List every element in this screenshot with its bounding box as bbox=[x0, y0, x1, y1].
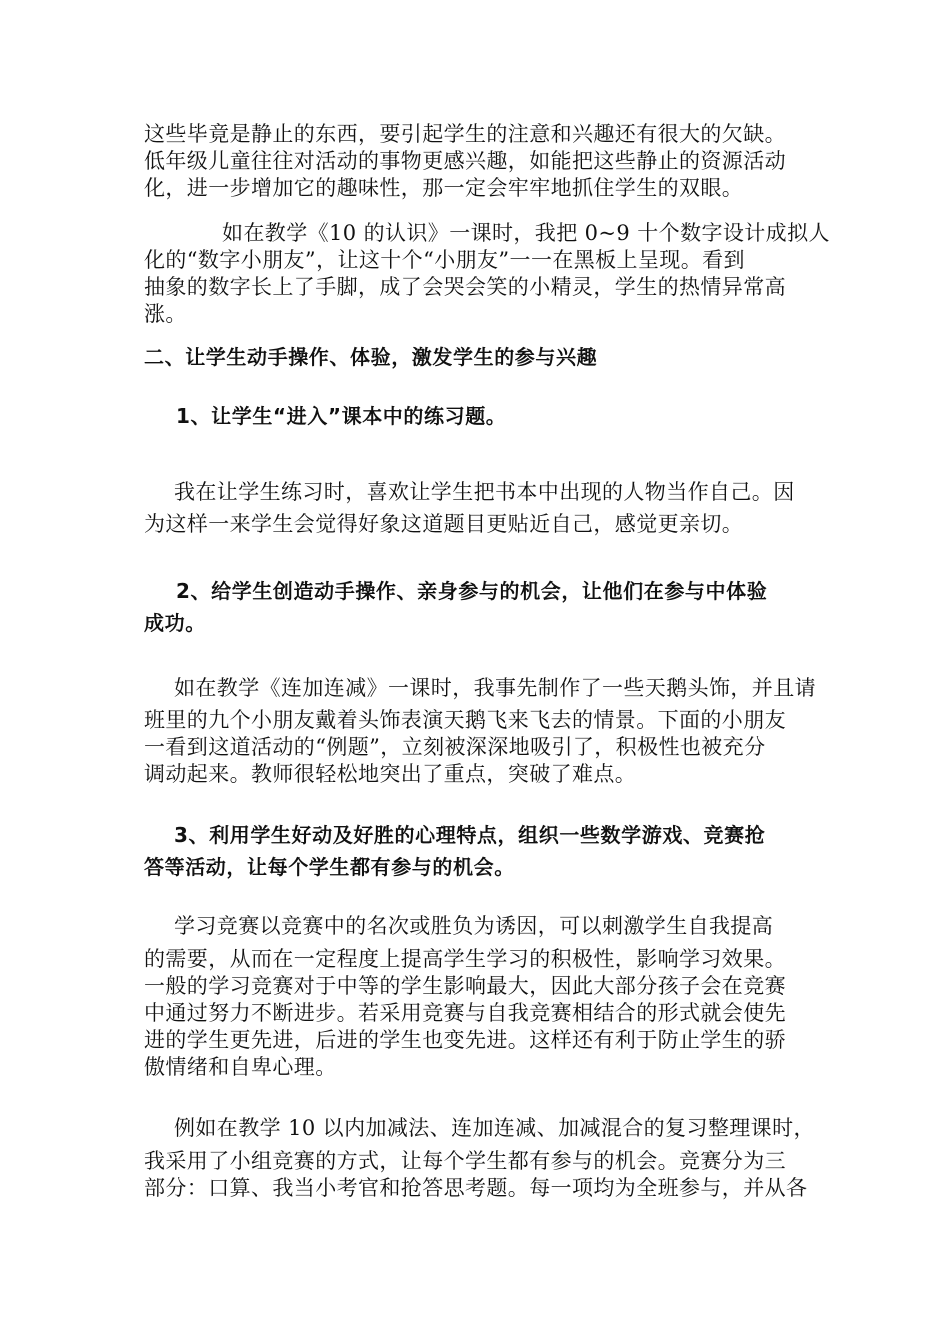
text-line: 为这样一来学生会觉得好象这道题目更贴近自己，感觉更亲切。 bbox=[144, 512, 744, 536]
paragraph-swans bbox=[144, 670, 816, 788]
text-line: 低年级儿童往往对活动的事物更感兴趣，如能把这些静止的资源活动 bbox=[144, 149, 786, 173]
subheading-2 bbox=[144, 572, 816, 637]
text-line: 抽象的数字长上了手脚，成了会哭会笑的小精灵，学生的热情异常高 bbox=[144, 275, 786, 299]
text-line: 我在让学生练习时，喜欢让学生把书本中出现的人物当作自己。因 bbox=[174, 480, 795, 504]
text-line: 例如在教学 10 以内加减法、连加连减、加减混合的复习整理课时， bbox=[174, 1116, 815, 1140]
paragraph-competition bbox=[144, 907, 816, 1081]
paragraph-example-10 bbox=[144, 220, 830, 328]
text-line: 一般的学习竞赛对于中等的学生影响最大，因此大部分孩子会在竞赛 bbox=[144, 974, 786, 998]
text-line: 这些毕竟是静止的东西，要引起学生的注意和兴趣还有很大的欠缺。 bbox=[144, 122, 786, 146]
heading-text: 1、让学生“进入”课本中的练习题。 bbox=[176, 404, 507, 428]
text-line: 班里的九个小朋友戴着头饰表演天鹅飞来飞去的情景。下面的小朋友 bbox=[144, 708, 786, 732]
heading-text: 答等活动，让每个学生都有参与的机会。 bbox=[144, 855, 515, 879]
subheading-1 bbox=[144, 403, 816, 430]
paragraph-review-lesson bbox=[144, 1109, 816, 1202]
paragraph-intro bbox=[144, 121, 816, 202]
heading-text: 成功。 bbox=[144, 611, 206, 635]
text-line: 傲情绪和自卑心理。 bbox=[144, 1055, 337, 1079]
text-line: 进的学生更先进，后进的学生也变先进。这样还有利于防止学生的骄 bbox=[144, 1028, 786, 1052]
text-line: 化，进一步增加它的趣味性，那一定会牢牢地抓住学生的双眼。 bbox=[144, 176, 744, 200]
text-line: 如在教学《10 的认识》一课时，我把 0~9 十个数字设计成拟人 bbox=[222, 221, 830, 245]
text-line: 我采用了小组竞赛的方式，让每个学生都有参与的机会。竞赛分为三 bbox=[144, 1149, 786, 1173]
text-line: 学习竞赛以竞赛中的名次或胜负为诱因，可以刺激学生自我提高 bbox=[174, 914, 774, 938]
text-line: 调动起来。教师很轻松地突出了重点，突破了难点。 bbox=[144, 762, 637, 786]
text-line: 一看到这道活动的“例题”，立刻被深深地吸引了，积极性也被充分 bbox=[144, 735, 766, 759]
text-line: 如在教学《连加连减》一课时，我事先制作了一些天鹅头饰，并且请 bbox=[174, 676, 816, 700]
text-line: 中通过努力不断进步。若采用竞赛与自我竞赛相结合的形式就会使先 bbox=[144, 1001, 786, 1025]
text-line: 化的“数字小朋友”，让这十个“小朋友”一一在黑板上呈现。看到 bbox=[144, 248, 745, 272]
heading-text: 二、让学生动手操作、体验，激发学生的参与兴趣 bbox=[144, 345, 598, 369]
heading-text: 3、利用学生好动及好胜的心理特点，组织一些数学游戏、竞赛抢 bbox=[174, 823, 766, 847]
text-line: 的需要，从而在一定程度上提高学生学习的积极性，影响学习效果。 bbox=[144, 947, 786, 971]
section-heading bbox=[144, 344, 816, 371]
heading-text: 2、给学生创造动手操作、亲身参与的机会，让他们在参与中体验 bbox=[176, 579, 768, 603]
text-line: 涨。 bbox=[144, 302, 187, 326]
subheading-3 bbox=[144, 816, 816, 881]
paragraph-practice bbox=[144, 474, 816, 538]
text-line: 部分：口算、我当小考官和抢答思考题。每一项均为全班参与，并从各 bbox=[144, 1176, 808, 1200]
